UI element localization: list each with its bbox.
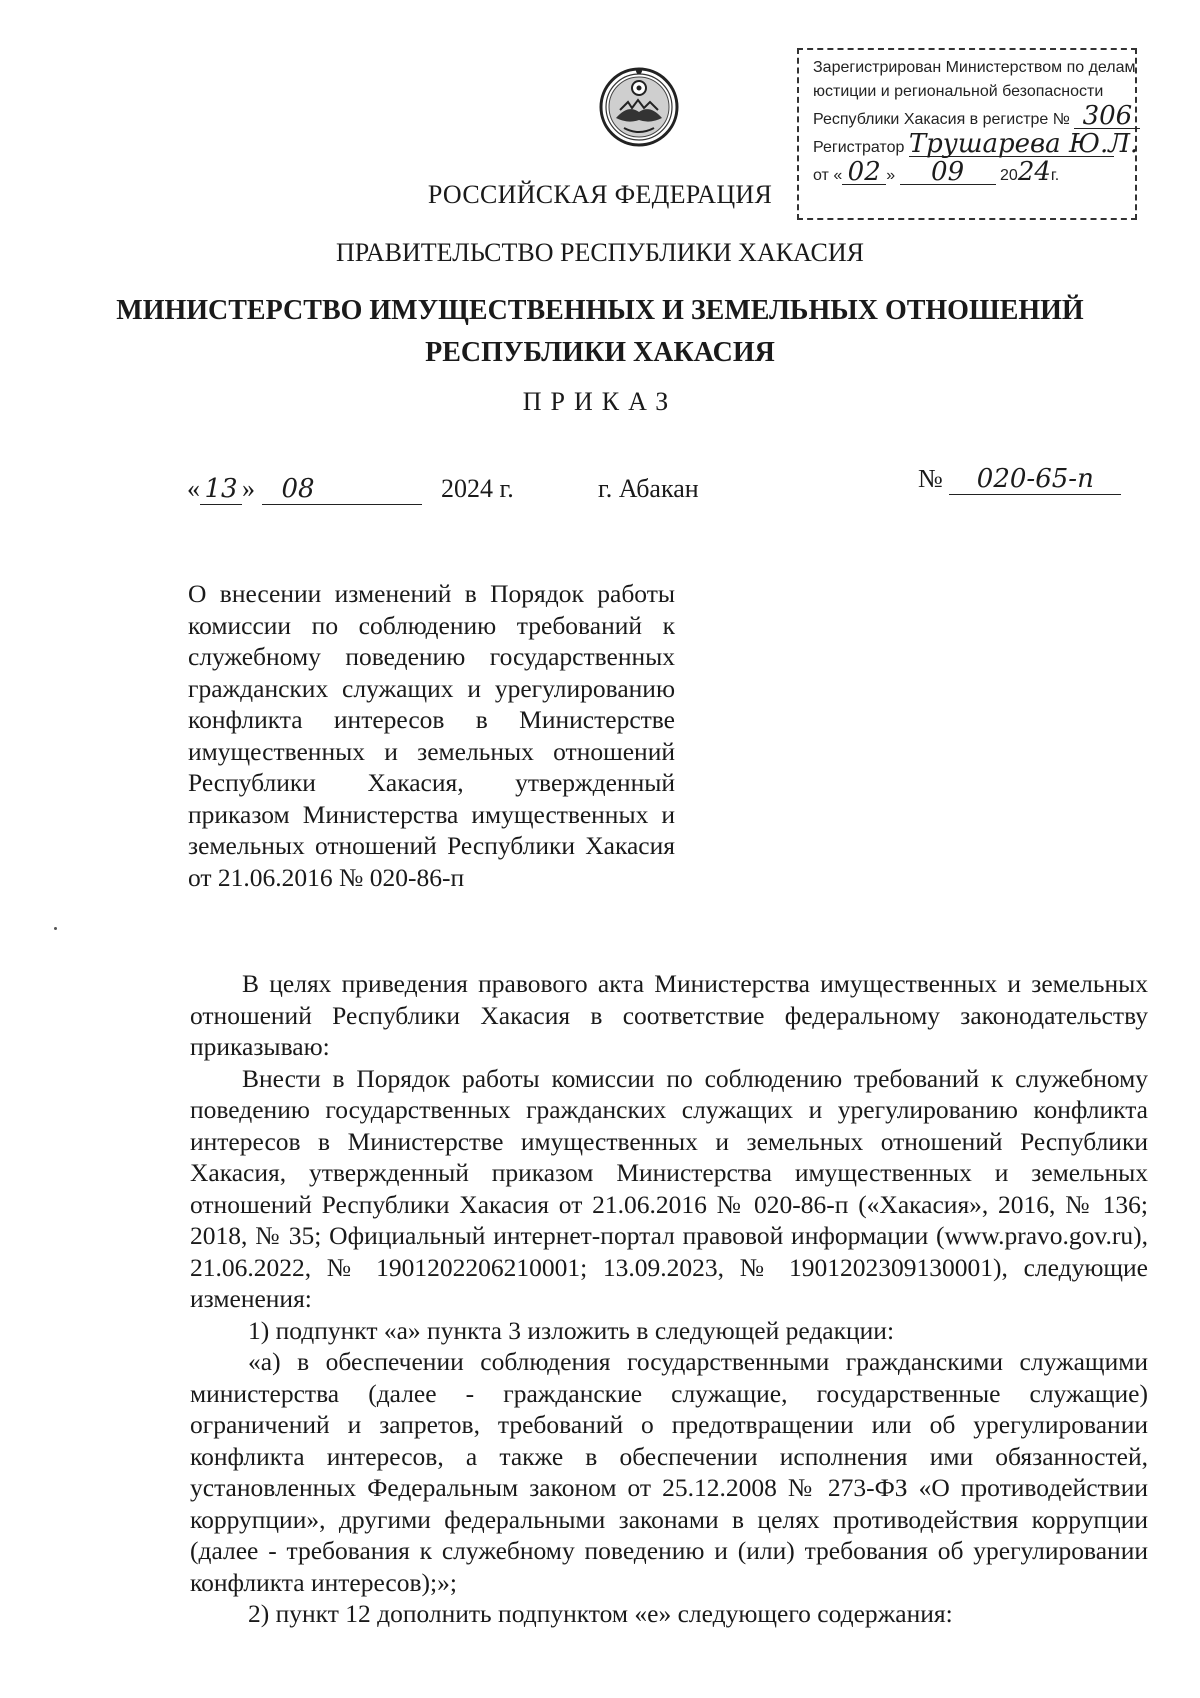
- body-paragraph-intro: В целях приведения правового акта Министерства имущественных и земельных отношений Республики Хакасия в соответствие федеральному законодательству приказываю:: [190, 969, 1148, 1061]
- body-paragraph-item-1: 1) подпункт «а» пункта 3 изложить в следующей редакции:: [248, 1315, 895, 1345]
- date-day: 13: [200, 474, 242, 505]
- stamp-line-3: [813, 101, 1133, 132]
- order-number-value: 020-65-п: [949, 464, 1121, 495]
- body-paragraph-changes: Внести в Порядок работы комиссии по соблюдению требований к служебному поведению государственных гражданских служащих и урегулированию конфликта интересов в Министерстве имущественных и земельных отношений Республики Хакасия, утвержденный приказом Министерства имущественных и земельных отношений Республики Хакасия от 21.06.2016 № 020-86-п («Хакасия», 2016, № 136; 2018, № 35; Официальный интернет-портал правовой информации (www.pravo.gov.ru), 21.06.2022, № 1901202206210001; 13.09.2023, № 1901202309130001), следующие изменения:: [190, 1063, 1148, 1313]
- stamp-register-label: Республики Хакасия в регистре №: [813, 111, 1070, 128]
- government-title: ПРАВИТЕЛЬСТВО РЕСПУБЛИКИ ХАКАСИЯ: [336, 238, 864, 267]
- stamp-line-4: [813, 129, 1139, 160]
- stamp-date-quote: »: [886, 167, 896, 184]
- body-paragraph-item-2: 2) пункт 12 дополнить подпунктом «е» следующего содержания:: [248, 1599, 953, 1628]
- date-close-quote: »: [242, 474, 255, 503]
- doc-type-title: ПРИКАЗ: [522, 387, 678, 416]
- stamp-registrar-signature: Трушарева Ю.Л.: [908, 129, 1139, 159]
- stamp-registrar-label: Регистратор: [813, 139, 905, 156]
- order-date: [187, 474, 422, 505]
- order-subject: О внесении изменений в Порядок работы комиссии по соблюдению требований к служебному поведению государственных гражданских служащих и урегулированию конфликта интересов в Министерстве имущественных и земельных отношений Республики Хакасия, утвержденный приказом Министерства имущественных и земельных отношений Республики Хакасия от 21.06.2016 № 020-86-п: [188, 579, 675, 892]
- stamp-date-day: 02: [842, 160, 886, 185]
- stamp-date-year: 24: [1017, 157, 1051, 187]
- order-body: [190, 968, 1148, 1630]
- ministry-title-line-1: МИНИСТЕРСТВО ИМУЩЕСТВЕННЫХ И ЗЕМЕЛЬНЫХ ОТНОШЕНИЙ: [116, 295, 1084, 326]
- stamp-line-1: Зарегистрирован Министерством по делам: [813, 59, 1136, 76]
- stamp-date-label: от «: [813, 167, 843, 184]
- stamp-date-year-prefix: 20: [1000, 167, 1018, 184]
- coat-of-arms-emblem: [598, 66, 680, 148]
- date-year: 2024 г.: [441, 474, 514, 503]
- date-month: 08: [262, 474, 422, 505]
- stamp-reg-number: 306: [1074, 104, 1140, 129]
- ministry-title: [0, 290, 1200, 374]
- city: г. Абакан: [598, 474, 699, 503]
- body-paragraph-item-1-text: «а) в обеспечении соблюдения государственными гражданскими служащими министерства (далее - гражданские служащие, государственные служащие) ограничений и запретов, требований о предотвращении или об урегулировании конфликта интересов, а также в обеспечении исполнения ими обязанностей, установленных Федеральным законом от 25.12.2008 № 273-ФЗ «О противодействии коррупции», другими федеральными законами в целях противодействия коррупции (далее - требования к служебному поведению и (или) требования об урегулировании конфликта интересов);»;: [190, 1347, 1148, 1597]
- ministry-title-line-2: РЕСПУБЛИКИ ХАКАСИЯ: [425, 337, 775, 368]
- stamp-date-year-suffix: г.: [1050, 167, 1060, 184]
- stamp-date-month: 09: [900, 160, 996, 185]
- order-number: [918, 464, 1121, 495]
- country-title: РОССИЙСКАЯ ФЕДЕРАЦИЯ: [427, 180, 773, 209]
- stamp-line-2: юстиции и региональной безопасности: [813, 83, 1104, 100]
- date-open-quote: «: [187, 474, 200, 503]
- margin-dot: [54, 927, 57, 930]
- order-number-label: №: [918, 464, 943, 493]
